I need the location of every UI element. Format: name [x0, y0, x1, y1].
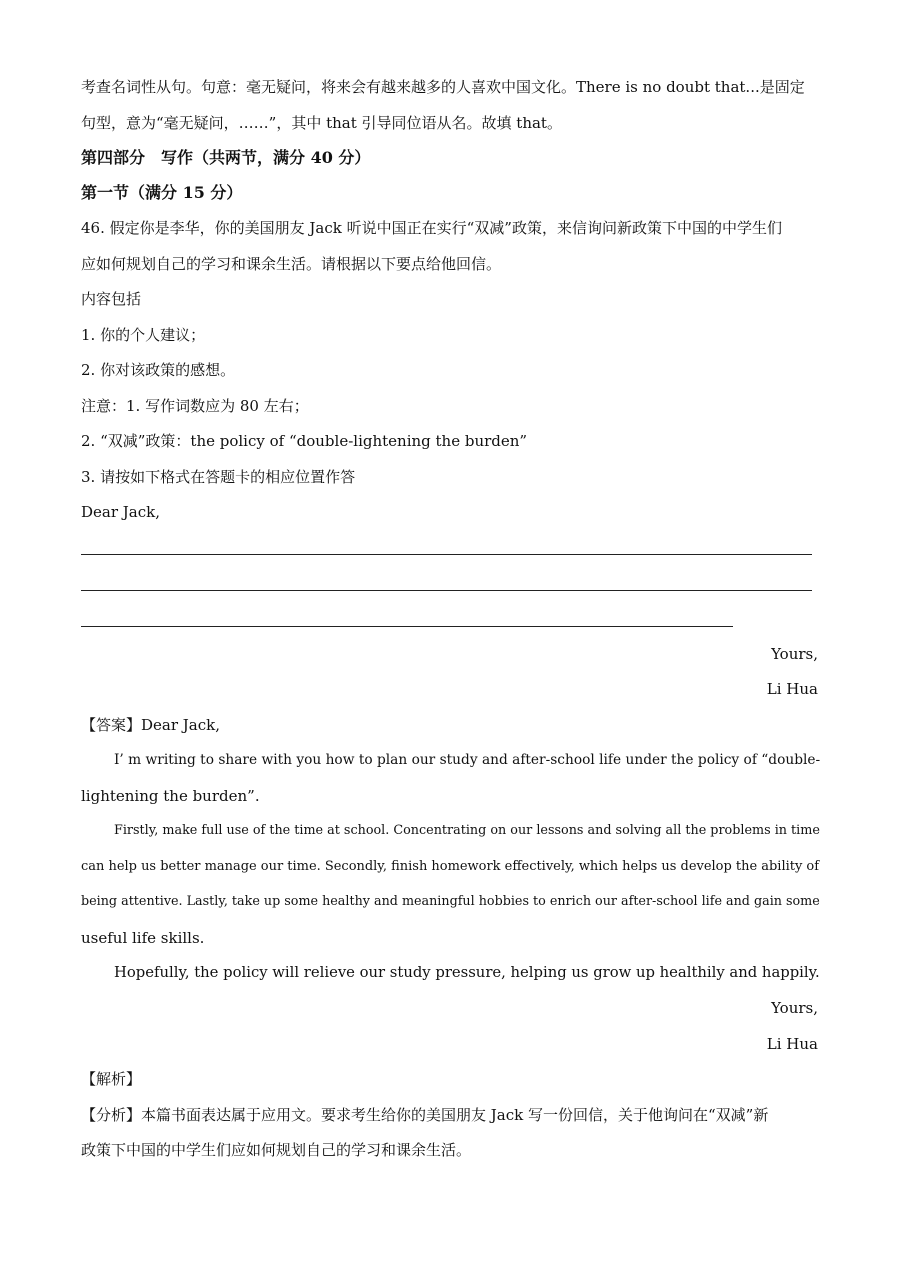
writing-line-1: [81, 554, 812, 555]
answer-p1-line-1: I’ m writing to share with you how to plan our study and after-school life under the policy of “double-: [114, 752, 821, 768]
answer-label: 【答案】Dear Jack,: [81, 716, 220, 734]
part-heading: 第四部分 写作（共两节，满分 40 分）: [81, 148, 371, 167]
answer-p1-line-2: lightening the burden”.: [81, 787, 260, 805]
note-2: 2. “双减”政策：the policy of “double-lightening the burden”: [81, 432, 528, 450]
template-closing: Yours,: [771, 645, 818, 663]
answer-p2-line-4: useful life skills.: [81, 929, 205, 947]
template-salutation: Dear Jack,: [81, 503, 160, 521]
answer-p3-line-1: Hopefully, the policy will relieve our study pressure, helping us grow up healthily and happily.: [114, 964, 820, 981]
answer-signature: Li Hua: [766, 1035, 818, 1053]
template-signature: Li Hua: [766, 680, 818, 698]
answer-p2-line-3: being attentive. Lastly, take up some healthy and meaningful hobbies to enrich our after-school life and gain some: [81, 894, 820, 909]
question-line-1: 46. 假定你是李华，你的美国朋友 Jack 听说中国正在实行“双减”政策，来信询问新政策下中国的中学生们: [81, 219, 782, 237]
answer-p2-line-1: Firstly, make full use of the time at school. Concentrating on our lessons and solving all the problems in time: [114, 823, 820, 838]
prev-answer-line-2: 句型，意为“毫无疑问，……”，其中 that 引导同位语从名。故填 that。: [81, 114, 562, 132]
answer-closing: Yours,: [771, 999, 818, 1017]
analysis-line-1: 【分析】本篇书面表达属于应用文。要求考生给你的美国朋友 Jack 写一份回信，关于他询问在“双减”新: [81, 1106, 769, 1124]
writing-line-2: [81, 590, 812, 591]
content-label: 内容包括: [81, 290, 142, 308]
writing-line-3: [81, 626, 733, 627]
answer-p2-line-2: can help us better manage our time. Secondly, finish homework effectively, which helps us develop the ability of: [81, 859, 820, 874]
note-3: 3. 请按如下格式在答题卡的相应位置作答: [81, 468, 356, 486]
point-2: 2. 你对该政策的感想。: [81, 361, 236, 379]
prev-answer-line-1: 考查名词性从句。句意：毫无疑问，将来会有越来越多的人喜欢中国文化。There is no doubt that...是固定: [81, 78, 805, 96]
note-1: 注意：1. 写作词数应为 80 左右；: [81, 397, 309, 415]
analysis-label: 【解析】: [81, 1070, 142, 1088]
analysis-line-2: 政策下中国的中学生们应如何规划自己的学习和课余生活。: [81, 1141, 472, 1159]
question-line-2: 应如何规划自己的学习和课余生活。请根据以下要点给他回信。: [81, 255, 502, 273]
section-heading: 第一节（满分 15 分）: [81, 183, 243, 202]
point-1: 1. 你的个人建议；: [81, 326, 206, 344]
